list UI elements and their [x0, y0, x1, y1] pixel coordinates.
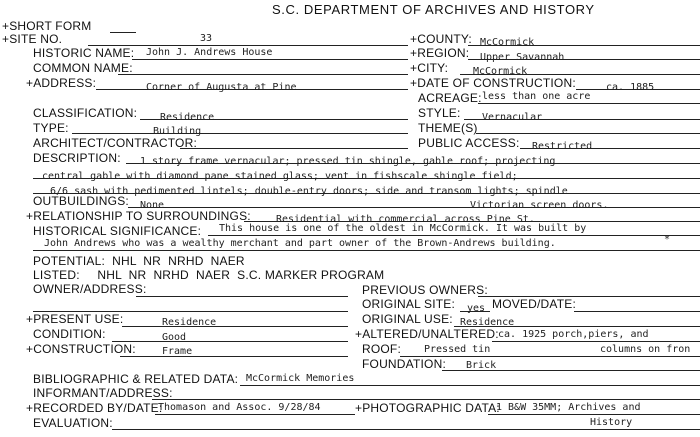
original-site-line: [460, 311, 490, 312]
altered-line-2: columns on fron: [600, 344, 691, 355]
architect-line: [180, 148, 408, 149]
historic-name-line: [132, 59, 408, 60]
informant-label: INFORMANT/ADDRESS:: [33, 386, 173, 400]
region-line: [468, 59, 700, 60]
significance-underline-1: [208, 235, 700, 236]
owner-address-line-1: [136, 296, 348, 297]
historical-significance-label: HISTORICAL SIGNIFICANCE:: [33, 224, 202, 238]
classification-value: Residence: [160, 112, 215, 123]
original-site-label: ORIGINAL SITE:: [362, 297, 456, 311]
address-line: [96, 89, 408, 90]
foundation-label: FOUNDATION:: [362, 357, 446, 371]
outbuildings-line: [128, 207, 700, 208]
significance-line-1: This house is one of the oldest in McCormick. It was built by: [219, 223, 587, 234]
photographic-underline-1: [488, 414, 700, 415]
condition-line: [112, 341, 348, 342]
description-underline-1: [126, 163, 700, 164]
construction-label: +CONSTRUCTION:: [26, 342, 136, 356]
present-use-value: Residence: [162, 317, 217, 328]
description-line-1: 1 story frame vernacular; pressed tin shingle, gable roof; projecting: [140, 156, 556, 167]
city-line: [460, 74, 700, 75]
altered-line-1: ca. 1925 porch,piers, and: [498, 329, 649, 340]
outbuildings-value: None: [140, 200, 165, 211]
bibliographic-label: BIBLIOGRAPHIC & RELATED DATA:: [33, 372, 239, 386]
address-value: Corner of Augusta at Pine: [146, 82, 297, 93]
region-label: +REGION:: [410, 46, 470, 60]
description-label: DESCRIPTION:: [33, 151, 121, 165]
bibliographic-value: McCormick Memories: [246, 373, 355, 384]
page-title: S.C. DEPARTMENT OF ARCHIVES AND HISTORY: [272, 2, 595, 17]
county-label: +COUNTY:: [410, 32, 472, 46]
themes-line: [476, 133, 700, 134]
acreage-value: less than one acre: [482, 91, 591, 102]
recorded-by-label: +RECORDED BY/DATE:: [26, 401, 163, 415]
address-label: +ADDRESS:: [26, 76, 97, 90]
informant-line: [152, 399, 700, 400]
potential-label: POTENTIAL: NHL NR NRHD NAER: [33, 254, 245, 268]
architect-label: ARCHITECT/CONTRACTOR:: [33, 136, 197, 150]
historic-name-label: HISTORIC NAME:: [33, 46, 135, 60]
photographic-line-1: 1 B&W 35MM; Archives and: [496, 402, 641, 413]
altered-label: +ALTERED/UNALTERED:: [355, 327, 499, 341]
owner-address-label: OWNER/ADDRESS:: [33, 282, 147, 296]
original-use-label: ORIGINAL USE:: [362, 312, 453, 326]
original-site-value: yes: [467, 303, 486, 314]
description-line-3: 6/6 sash with pedimented lintels; double-entry doors; side and transom lights; spindle: [50, 186, 568, 197]
roof-value: Pressed tin: [424, 344, 491, 355]
date-of-construction-value: ca. 1885: [606, 82, 655, 93]
acreage-line: [478, 103, 700, 104]
county-value: McCormick: [480, 37, 535, 48]
outbuildings-label: OUTBUILDINGS:: [33, 194, 129, 208]
city-value: McCormick: [473, 66, 528, 77]
site-no-value: 33: [200, 33, 213, 44]
style-value: Vernacular: [482, 112, 543, 123]
style-line: [464, 119, 700, 120]
altered-underline: [492, 341, 700, 342]
moved-date-label: MOVED/DATE:: [492, 297, 576, 311]
significance-line-2: John Andrews who was a wealthy merchant and part owner of the Brown-Andrews building.: [44, 238, 556, 249]
themes-label: THEME(S): [418, 121, 478, 135]
public-access-label: PUBLIC ACCESS:: [418, 136, 520, 150]
date-of-construction-line: [576, 89, 700, 90]
photographic-line-2: History: [590, 417, 633, 428]
condition-label: CONDITION:: [33, 327, 106, 341]
short-form-label: +SHORT FORM: [2, 19, 92, 33]
date-of-construction-label: +DATE OF CONSTRUCTION:: [410, 76, 576, 90]
type-label: TYPE:: [33, 121, 69, 135]
evaluation-label: EVALUATION:: [33, 416, 113, 430]
region-value: Upper Savannah: [480, 52, 565, 63]
public-access-line: [520, 148, 700, 149]
foundation-line: [442, 370, 700, 371]
previous-owners-label: PREVIOUS OWNERS:: [362, 283, 488, 297]
description-underline-2: [33, 178, 700, 179]
site-no-line: [88, 45, 408, 46]
common-name-label: COMMON NAME:: [33, 61, 133, 75]
site-no-label: +SITE NO.: [2, 32, 63, 46]
recorded-by-line: [155, 414, 355, 415]
county-line: [468, 45, 700, 46]
public-access-value: Restricted: [532, 141, 593, 152]
outbuildings-cont-value: Victorian screen doors.: [470, 200, 609, 211]
present-use-label: +PRESENT USE:: [26, 312, 124, 326]
type-line: [72, 133, 408, 134]
city-label: +CITY:: [410, 61, 449, 75]
original-use-value: Residence: [460, 317, 515, 328]
relationship-line: [244, 221, 700, 222]
present-use-line: [122, 326, 348, 327]
description-line-2: central gable with diamond pane stained glass; vent in fishscale shingle field;: [42, 171, 518, 182]
significance-underline-2: [33, 250, 700, 251]
bibliographic-line: [240, 385, 700, 386]
condition-value: Good: [162, 332, 187, 343]
type-value: Building: [153, 126, 202, 137]
short-form-line: [110, 32, 136, 33]
evaluation-line: [112, 429, 700, 430]
classification-label: CLASSIFICATION:: [33, 106, 138, 120]
construction-value: Frame: [162, 346, 193, 357]
common-name-line: [118, 74, 408, 75]
style-label: STYLE:: [418, 106, 461, 120]
moved-date-line: [574, 311, 700, 312]
recorded-by-value: Thomason and Assoc. 9/28/84: [158, 402, 321, 413]
classification-line: [140, 119, 408, 120]
description-underline-3: [33, 193, 700, 194]
relationship-label: +RELATIONSHIP TO SURROUNDINGS:: [26, 209, 251, 223]
listed-label: LISTED: NHL NR NRHD NAER S.C. MARKER PROGRAM: [33, 268, 385, 282]
roof-label: ROOF:: [362, 342, 401, 356]
historic-name-value: John J. Andrews House: [146, 47, 273, 58]
construction-line: [120, 356, 348, 357]
photographic-label: +PHOTOGRAPHIC DATA:: [355, 401, 500, 415]
relationship-value: Residential with commercial across Pine St.: [276, 214, 535, 225]
significance-mark: *: [664, 234, 671, 245]
foundation-value: Brick: [466, 360, 497, 371]
acreage-label: ACREAGE:: [418, 91, 482, 105]
